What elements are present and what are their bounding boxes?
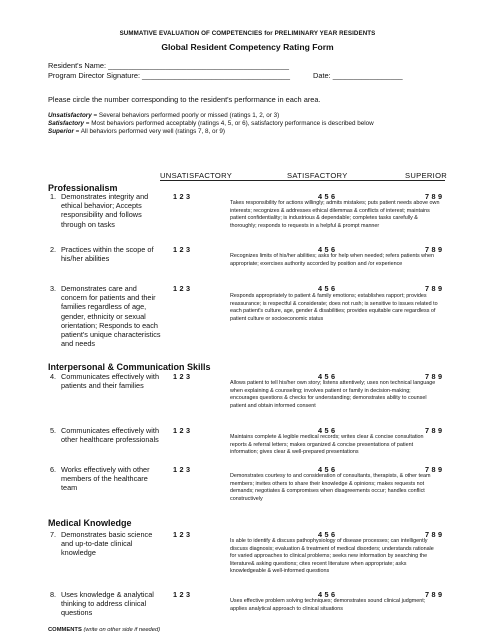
item-number: 2. — [50, 245, 57, 254]
item-label: Communicates effectively with other healthcare professionals — [61, 426, 160, 445]
item-label: Demonstrates integrity and ethical behavior; Accepts responsibility and follows through on tasks — [61, 192, 149, 229]
item-number: 1. — [50, 192, 57, 201]
item-number: 5. — [50, 426, 57, 435]
rating-1-3[interactable]: 1 2 3 — [173, 372, 191, 381]
rating-1-3[interactable]: 1 2 3 — [173, 465, 191, 474]
rating-4-6[interactable]: 4 5 6 — [318, 372, 336, 381]
scale-superior-label: SUPERIOR — [405, 171, 448, 180]
definition-unsatisfactory: Unsatisfactory = Several behaviors performed poorly or missed (ratings 1, 2, or 3) — [48, 112, 280, 119]
rating-1-3[interactable]: 1 2 3 — [173, 530, 191, 539]
item-label: Uses knowledge & analytical thinking to address clinical questions — [61, 590, 154, 618]
instruction-text: Please circle the number corresponding to the resident's performance in each area. — [48, 95, 321, 104]
rating-4-6[interactable]: 4 5 6 — [318, 284, 336, 293]
item-description: Responds appropriately to patient & family emotions; establishes rapport; provides reassurance; is respectful & considerate; does not rush; is sensitive to issues related to each patient's culture, age, gender & disabilities; provides equitable care regardless of patient culture or socioeconomic status — [230, 293, 438, 322]
item-number: 7. — [50, 530, 57, 539]
rating-7-9[interactable]: 7 8 9 — [425, 426, 443, 435]
section-title-professionalism: Professionalism — [48, 183, 118, 193]
rating-1-3[interactable]: 1 2 3 — [173, 284, 191, 293]
form-header-title: SUMMATIVE EVALUATION OF COMPETENCIES for PRELIMINARY YEAR RESIDENTS — [119, 30, 376, 37]
item-label: Works effectively with other members of the healthcare team — [61, 465, 150, 493]
item-description: Maintains complete & legible medical records; writes clear & concise consultation reports & referral letters; makes organized & concise presentations of patient information; gives clear & well-prepared presentations — [230, 434, 424, 455]
rating-1-3[interactable]: 1 2 3 — [173, 426, 191, 435]
rating-7-9[interactable]: 7 8 9 — [425, 245, 443, 254]
section-title-medical-knowledge: Medical Knowledge — [48, 518, 132, 528]
rating-4-6[interactable]: 4 5 6 — [318, 426, 336, 435]
resident-name-field[interactable]: Resident's Name: ____________________________________________ — [48, 61, 290, 70]
section-title-communication: Interpersonal & Communication Skills — [48, 362, 211, 372]
definition-satisfactory: Satisfactory = Most behaviors performed acceptably (ratings 4, 5, or 6), satisfactory performance is described below — [48, 120, 374, 127]
item-label: Demonstrates care and concern for patients and their families regardless of age, gender, ethnicity or sexual orientation; Responds to each patient's unique characteristics and needs — [61, 284, 161, 349]
rating-4-6[interactable]: 4 5 6 — [318, 465, 336, 474]
scale-divider — [160, 180, 445, 181]
date-field[interactable]: Date: _________________ — [313, 71, 403, 80]
item-number: 4. — [50, 372, 57, 381]
item-label: Communicates effectively with patients and their families — [61, 372, 160, 391]
rating-4-6[interactable]: 4 5 6 — [318, 192, 336, 201]
rating-4-6[interactable]: 4 5 6 — [318, 530, 336, 539]
form-title: Global Resident Competency Rating Form — [161, 42, 334, 52]
rating-7-9[interactable]: 7 8 9 — [425, 590, 443, 599]
item-description: Takes responsibility for actions willingly; admits mistakes; puts patient needs above own interests; recognizes & addresses ethical dilemmas & conflicts of interest; maintains patient confidentiality; is industrious & dependable; completes tasks carefully & thoroughly; responds to requests in a helpful & prompt manner — [230, 200, 440, 229]
rating-1-3[interactable]: 1 2 3 — [173, 192, 191, 201]
rating-7-9[interactable]: 7 8 9 — [425, 530, 443, 539]
scale-unsatisfactory-label: UNSATISFACTORY — [160, 171, 233, 180]
scale-satisfactory-label: SATISFACTORY — [287, 171, 348, 180]
director-signature-field[interactable]: Program Director Signature: ____________________________________ — [48, 71, 291, 80]
item-number: 3. — [50, 284, 57, 293]
item-description: Allows patient to tell his/her own story; listens attentively; uses non technical language when explaining & counseling; involves patient or family in decision-making; encourages questions & checks for understanding; demonstrates ability to counsel patient and obtain informed consent — [230, 380, 436, 409]
comments-label: COMMENTS (write on other side if needed) — [48, 627, 161, 633]
item-number: 8. — [50, 590, 57, 599]
item-label: Demonstrates basic science and up-to-date clinical knowledge — [61, 530, 153, 558]
rating-4-6[interactable]: 4 5 6 — [318, 245, 336, 254]
item-label: Practices within the scope of his/her abilities — [61, 245, 154, 264]
rating-1-3[interactable]: 1 2 3 — [173, 590, 191, 599]
rating-7-9[interactable]: 7 8 9 — [425, 192, 443, 201]
rating-1-3[interactable]: 1 2 3 — [173, 245, 191, 254]
definition-superior: Superior = All behaviors performed very well (ratings 7, 8, or 9) — [48, 128, 225, 135]
rating-7-9[interactable]: 7 8 9 — [425, 284, 443, 293]
item-number: 6. — [50, 465, 57, 474]
item-description: Recognizes limits of his/her abilities; asks for help when needed; refers patients when appropriate; exercises authority accorded by position and /or experience — [230, 253, 435, 267]
item-description: Uses effective problem solving techniques; demonstrates sound clinical judgment; applies analytical approach to clinical situations — [230, 598, 426, 612]
rating-7-9[interactable]: 7 8 9 — [425, 465, 443, 474]
item-description: Demonstrates courtesy to and consideration of consultants, therapists, & other team members; invites others to share their knowledge & opinions; makes requests not demands; negotiates & compromises when disagreements occur; handles conflict constructively — [230, 473, 431, 502]
rating-7-9[interactable]: 7 8 9 — [425, 372, 443, 381]
item-description: Is able to identify & discuss pathophysiology of disease processes; can intelligently discuss diagnosis; evaluation & treatment of medical disorders; understands rationale for varied approaches to clinical problems; seeks new information by searching the literature& asking questions; cites recent literature when appropriate; asks knowledgeable & well-informed questions — [230, 538, 434, 574]
rating-4-6[interactable]: 4 5 6 — [318, 590, 336, 599]
